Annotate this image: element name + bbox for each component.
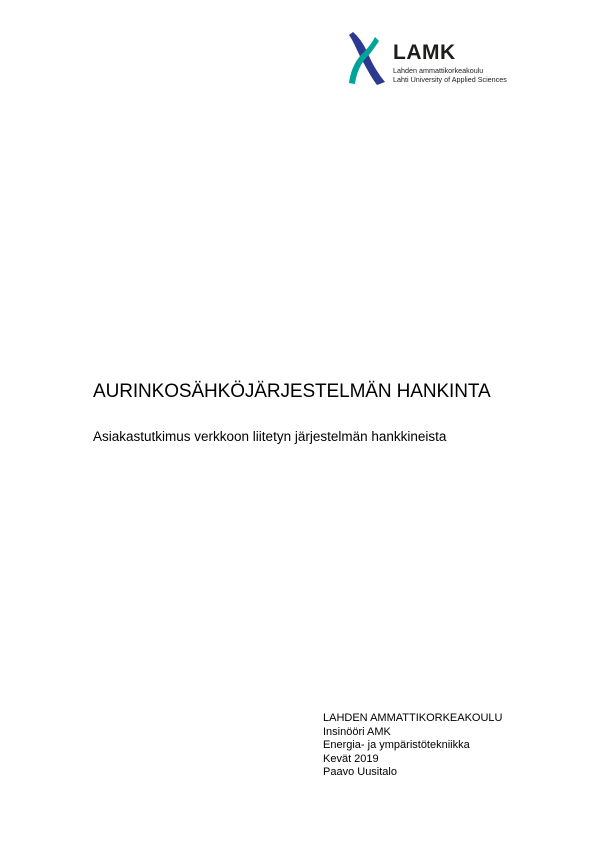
info-term: Kevät 2019: [323, 752, 379, 765]
logo-subtitle-fi: Lahden ammattikorkeakoulu: [393, 66, 484, 75]
logo-name: LAMK: [393, 41, 456, 64]
info-institution: LAHDEN AMMATTIKORKEAKOULU: [323, 712, 503, 724]
lamk-logo: [349, 31, 524, 87]
thesis-info-block: [323, 712, 503, 780]
document-title: AURINKOSÄHKÖJÄRJESTELMÄN HANKINTA: [93, 381, 491, 402]
info-author: Paavo Uusitalo: [323, 766, 397, 779]
document-subtitle: Asiakastutkimus verkkoon liitetyn järjestelmän hankkineista: [93, 429, 447, 444]
lamk-logo-mark-icon: [349, 31, 387, 85]
info-degree: Insinööri AMK: [323, 725, 391, 738]
info-programme: Energia- ja ympäristötekniikka: [323, 739, 470, 752]
logo-subtitle-en: Lahti University of Applied Sciences: [393, 75, 507, 84]
